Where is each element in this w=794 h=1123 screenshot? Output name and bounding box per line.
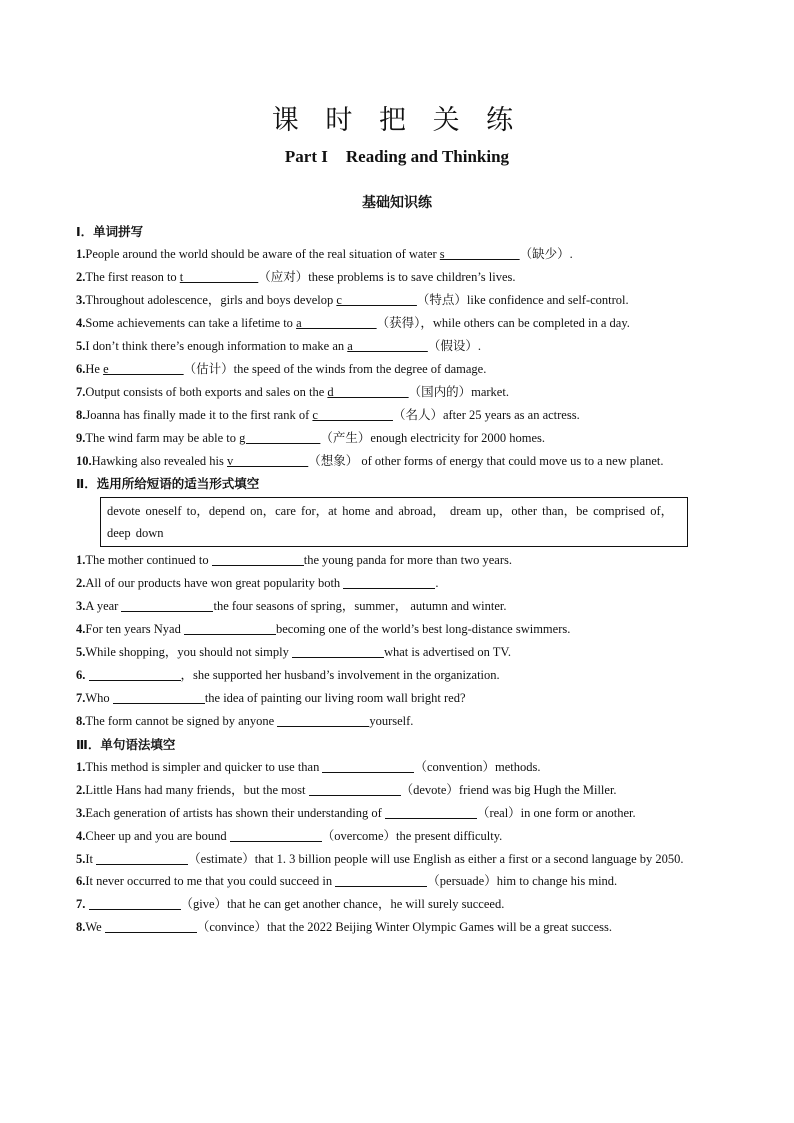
exercise-item <box>76 381 719 404</box>
item-text-after: the young panda for more than two years. <box>303 553 513 567</box>
item-text-before: Who <box>85 691 113 705</box>
item-text-after: （convince）that the 2022 Beijing Winter Olympic Games will be a great success. <box>196 920 612 934</box>
item-text-before: The wind farm may be able to <box>85 431 240 445</box>
item-number: 4. <box>76 622 86 636</box>
item-number: 4. <box>76 829 86 843</box>
answer-blank[interactable] <box>113 689 205 704</box>
answer-blank[interactable] <box>385 804 477 819</box>
item-number: 3. <box>76 599 86 613</box>
exercise-item <box>76 358 719 381</box>
part-label: Part I <box>284 147 328 166</box>
item-text-after: yourself. <box>369 714 414 728</box>
item-text-before: Throughout adolescence，girls and boys develop <box>85 293 337 307</box>
exercise-item <box>76 825 719 848</box>
item-text-after: （特点）like confidence and self-control. <box>416 293 629 307</box>
item-text-after: （产生）enough electricity for 2000 homes. <box>320 431 546 445</box>
item-text-before: People around the world should be aware of the real situation of water <box>85 247 440 261</box>
page-title: 课 时 把 关 练 <box>271 105 523 136</box>
exercise-item <box>76 618 719 641</box>
item-text-before: It never occurred to me that you could succeed in <box>85 874 336 888</box>
exercise-content <box>76 220 719 939</box>
item-text-before: The mother continued to <box>85 553 212 567</box>
exercise-item <box>76 802 719 825</box>
item-text-after: （estimate）that 1. 3 billion people will use English as either a first or a second language by 2050. <box>188 852 684 866</box>
item-text-after: （想象） of other forms of energy that could move us to a new planet. <box>308 454 664 468</box>
item-number: 7. <box>76 691 86 705</box>
item-number: 2. <box>76 576 86 590</box>
item-number: 5. <box>76 852 86 866</box>
answer-blank[interactable]: s <box>439 247 520 261</box>
phrase-box: devote oneself to，depend on，care for，at home and abroad， dream up，other than，be comprised of，deep down <box>100 497 688 547</box>
exercise-item <box>76 779 719 802</box>
answer-blank[interactable]: a <box>296 316 377 330</box>
section3-heading: Ⅲ．单句语法填空 <box>76 737 176 752</box>
exercise-item <box>76 916 719 939</box>
item-number: 9. <box>76 431 86 445</box>
answer-blank[interactable]: a <box>347 339 428 353</box>
item-number: 2. <box>76 270 86 284</box>
item-text-before: The first reason to <box>85 270 180 284</box>
item-text-before: For ten years Nyad <box>85 622 184 636</box>
answer-blank[interactable] <box>89 895 181 910</box>
item-text-before: Each generation of artists has shown their understanding of <box>85 806 385 820</box>
item-text-before: I don’t think there’s enough information to make an <box>85 339 348 353</box>
answer-blank[interactable] <box>89 666 181 681</box>
item-text-before: It <box>85 852 97 866</box>
section1-list <box>76 243 719 472</box>
section2-list <box>76 549 719 733</box>
answer-blank[interactable] <box>184 620 276 635</box>
item-number: 3. <box>76 293 86 307</box>
item-text-before: We <box>85 920 105 934</box>
answer-blank[interactable] <box>277 712 369 727</box>
part-name: Reading and Thinking <box>345 147 510 166</box>
item-number: 4. <box>76 316 86 330</box>
item-text-before: All of our products have won great popularity both <box>85 576 344 590</box>
page-subtitle <box>0 147 794 167</box>
item-number: 3. <box>76 806 86 820</box>
item-number: 1. <box>76 553 86 567</box>
item-number: 1. <box>76 247 86 261</box>
item-number: 6. <box>76 362 86 376</box>
item-number: 7. <box>76 897 86 911</box>
answer-blank[interactable]: v <box>227 454 309 468</box>
item-text-after: （devote）friend was big Hugh the Miller. <box>400 783 617 797</box>
answer-blank[interactable] <box>96 850 188 865</box>
exercise-item <box>76 710 719 733</box>
item-text-after: （overcome）the present difficulty. <box>321 829 503 843</box>
answer-blank[interactable] <box>322 758 414 773</box>
item-text-after: （名人）after 25 years as an actress. <box>392 408 580 422</box>
item-text-before: Little Hans had many friends，but the most <box>85 783 309 797</box>
exercise-item <box>76 549 719 572</box>
item-text-after: （估计）the speed of the winds from the degree of damage. <box>183 362 487 376</box>
exercise-item <box>76 572 719 595</box>
item-text-after: becoming one of the world’s best long-distance swimmers. <box>275 622 571 636</box>
answer-blank[interactable] <box>335 872 427 887</box>
item-text-after: （应对）these problems is to save children’s lives. <box>258 270 516 284</box>
item-number: 2. <box>76 783 86 797</box>
item-number: 5. <box>76 339 86 353</box>
answer-blank[interactable]: d <box>327 385 409 399</box>
answer-blank[interactable] <box>105 918 197 933</box>
item-text-before: Some achievements can take a lifetime to <box>85 316 297 330</box>
exercise-item <box>76 893 719 916</box>
item-text-before: Cheer up and you are bound <box>85 829 230 843</box>
answer-blank[interactable]: c <box>312 408 393 422</box>
item-text-before: The form cannot be signed by anyone <box>85 714 278 728</box>
item-text-after: （缺少）. <box>519 247 573 261</box>
item-text-after: （获得），while others can be completed in a day. <box>376 316 630 330</box>
item-number: 6. <box>76 874 86 888</box>
item-text-before: Joanna has finally made it to the first rank of <box>85 408 313 422</box>
item-text-after: （假设）. <box>427 339 481 353</box>
exercise-item <box>76 243 719 266</box>
section1-heading: Ⅰ．单词拼写 <box>76 224 144 239</box>
section-heading: 基础知识练 <box>362 195 432 211</box>
item-text-after: （convention）methods. <box>414 760 541 774</box>
answer-blank[interactable]: c <box>336 293 417 307</box>
answer-blank[interactable] <box>343 574 435 589</box>
exercise-item <box>76 595 719 618</box>
answer-blank[interactable]: e <box>103 362 184 376</box>
item-number: 5. <box>76 645 86 659</box>
answer-blank[interactable] <box>212 551 304 566</box>
exercise-item <box>76 450 719 472</box>
item-text-after: （real）in one form or another. <box>476 806 636 820</box>
section2-heading: Ⅱ．选用所给短语的适当形式填空 <box>76 476 260 491</box>
item-text-before: A year <box>85 599 122 613</box>
exercise-item <box>76 266 719 289</box>
item-number: 6. <box>76 668 86 682</box>
item-text-before: He <box>85 362 104 376</box>
item-text-after: . <box>435 576 439 590</box>
exercise-item <box>76 756 719 779</box>
exercise-item <box>76 312 719 335</box>
item-text-after: what is advertised on TV. <box>383 645 511 659</box>
exercise-item <box>76 427 719 450</box>
exercise-item <box>76 404 719 427</box>
item-number: 8. <box>76 408 86 422</box>
answer-blank[interactable] <box>121 597 213 612</box>
item-number: 8. <box>76 920 86 934</box>
exercise-item <box>76 289 719 312</box>
exercise-item <box>76 870 719 893</box>
answer-blank[interactable] <box>230 827 322 842</box>
item-text-after: （give）that he can get another chance，he will surely succeed. <box>180 897 505 911</box>
exercise-item <box>76 664 719 687</box>
item-number: 7. <box>76 385 86 399</box>
item-text-after: （国内的）market. <box>408 385 509 399</box>
item-text-after: ，she supported her husband’s involvement in the organization. <box>180 668 500 682</box>
item-number: 8. <box>76 714 86 728</box>
answer-blank[interactable]: t <box>179 270 259 284</box>
item-text-after: the four seasons of spring，summer， autumn and winter. <box>213 599 507 613</box>
item-text-before: Output consists of both exports and sales on the <box>85 385 328 399</box>
exercise-item <box>76 335 719 358</box>
exercise-item <box>76 641 719 664</box>
answer-blank[interactable] <box>309 781 401 796</box>
item-text-before: This method is simpler and quicker to use than <box>85 760 323 774</box>
item-text-after: the idea of painting our living room wall bright red? <box>204 691 466 705</box>
section3-list <box>76 756 719 939</box>
item-number: 10. <box>76 454 92 468</box>
item-text-before: While shopping，you should not simply <box>85 645 292 659</box>
answer-blank[interactable]: g <box>239 431 321 445</box>
item-text-after: （persuade）him to change his mind. <box>427 874 618 888</box>
item-text-before: Hawking also revealed his <box>91 454 228 468</box>
item-number: 1. <box>76 760 86 774</box>
exercise-item <box>76 687 719 710</box>
answer-blank[interactable] <box>292 643 384 658</box>
exercise-item <box>76 848 719 870</box>
